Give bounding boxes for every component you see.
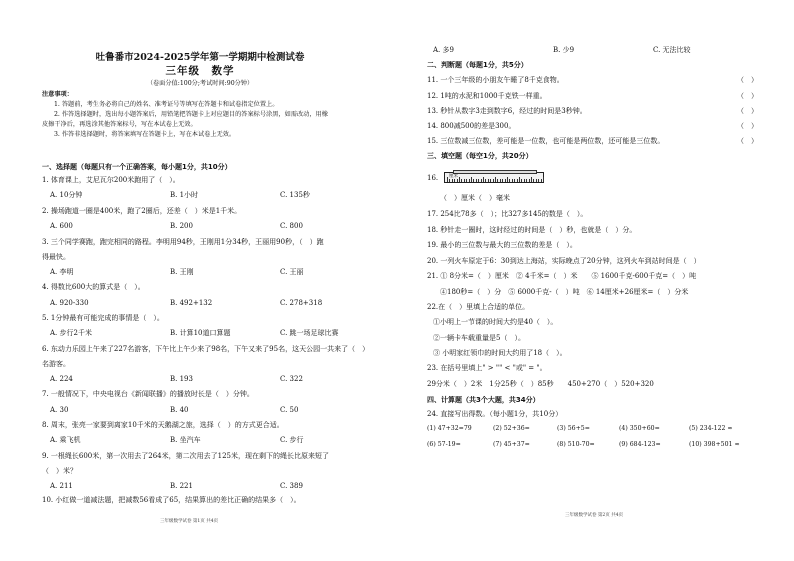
q9-option-a: A. 211 — [50, 482, 73, 490]
ruler-tick — [464, 179, 465, 182]
fill-20: 20. 一列火车原定于6：30到达上海站，实际晚点了20分钟，这列火车到站时间是（ ） — [427, 257, 701, 265]
q6-option-c: C. 322 — [280, 375, 303, 383]
ruler-tick — [493, 179, 494, 182]
score-line: （卷面分值:100分;考试时间:90分钟） — [146, 80, 254, 87]
fill-22-1: ①小明上一节课的时间大约是40（ ）。 — [433, 318, 558, 326]
section-1-heading: 一、选择题（每题只有一个正确答案，每小题1分，共10分） — [42, 163, 232, 171]
q9-option-c: C. 389 — [280, 482, 303, 490]
calc-5: (5) 234-122 ≈ — [689, 425, 733, 432]
ruler-tick — [457, 179, 458, 182]
ruler-tick — [471, 177, 472, 182]
question-3-cont: 得最快。 — [42, 253, 70, 261]
q9-option-b: B. 221 — [170, 482, 193, 490]
q4-option-c: C. 278+318 — [280, 299, 323, 307]
question-10: 10. 小红做一道减法题，把减数56看成了65，结果算出的差比正确的结果多（ ）。 — [42, 496, 301, 504]
ruler-tick — [502, 179, 503, 182]
ruler-tick — [483, 177, 484, 182]
question-8: 8. 周末，张亮一家要到离家10千米的天鹅湖之旅，选择（ ）的方式更合适。 — [42, 421, 284, 429]
ruler-tick — [529, 179, 530, 182]
ruler-tick — [459, 177, 460, 182]
ruler-tick — [488, 179, 489, 182]
ruler-tick — [473, 179, 474, 182]
ruler-tick — [447, 177, 448, 182]
question-5: 5. 1分钟最有可能完成的事情是（ ）。 — [42, 314, 164, 322]
q3-option-b: B. 王刚 — [170, 268, 194, 276]
ruler-tick — [500, 179, 501, 182]
ruler-tick — [531, 177, 532, 182]
fill-19: 19. 最小的三位数与最大的三位数的差是（ ）。 — [427, 241, 577, 249]
ruler-tick — [514, 179, 515, 182]
calc-9: (9) 684-123= — [619, 441, 661, 448]
judge-11-paren: （ ） — [737, 76, 758, 84]
q10-option-b: B. 少9 — [553, 46, 575, 54]
note-2-cont: 皮擦干净后，再选涂其他答案标号，写在本试卷上无效。 — [42, 121, 197, 128]
judge-14-paren: （ ） — [737, 122, 758, 130]
q8-option-c: C. 步行 — [280, 436, 304, 444]
judge-13-paren: （ ） — [737, 107, 758, 115]
judge-14: 14. 800减500的差是300。 — [427, 122, 516, 130]
page-right — [397, 0, 794, 561]
question-3: 3. 三个同学赛跑，跑完相同的路程。李明用94秒，王刚用1分34秒，王丽用90秒，（ ）跑 — [42, 238, 324, 246]
fill-23: 23. 在括号里填上" > "" < "或" = "。 — [427, 364, 547, 372]
calc-24: 24. 直接写出得数。（每小题1分，共10分） — [427, 410, 563, 418]
fill-22: 22.在（ ）里填上合适的单位。 — [427, 303, 530, 311]
exam-title: 吐鲁番市2024-2025学年第一学期期中检测试卷 — [95, 52, 305, 63]
question-4: 4. 得数比600大的算式是（ ）。 — [42, 283, 145, 291]
q3-option-c: C. 王丽 — [280, 268, 304, 276]
q3-option-a: A. 李明 — [50, 268, 74, 276]
q5-option-c: C. 跳一场足球比赛 — [280, 329, 339, 337]
q7-option-c: C. 50 — [280, 406, 299, 414]
judge-11: 11. 一个三年级的小朋友午睡了8千克食物。 — [427, 76, 564, 84]
ruler-tick — [543, 177, 544, 182]
exam-subtitle: 三年级 数学 — [165, 65, 235, 77]
calc-10: (10) 398+501 ≈ — [689, 441, 740, 448]
q4-option-b: B. 492+132 — [170, 299, 213, 307]
note-2: 2. 作答选择题时，选出每小题答案后，用铅笔把答题卡上对应题目的答案标号涂黑，如需改动，用橡 — [54, 111, 328, 118]
ruler-tick — [490, 179, 491, 182]
q7-option-a: A. 30 — [50, 406, 69, 414]
question-9-cont: （ ）米？ — [42, 467, 77, 475]
question-2: 2. 操场跑道一圈是400米，跑了2圈后，还差（ ）米是1千米。 — [42, 207, 242, 215]
q8-option-b: B. 坐汽车 — [170, 436, 201, 444]
q6-option-b: B. 193 — [170, 375, 193, 383]
calc-7: (7) 45+37= — [493, 441, 530, 448]
question-1: 1. 体育课上，艾尼瓦尔200米跑用了（ ）。 — [42, 176, 180, 184]
q7-option-b: B. 40 — [170, 406, 189, 414]
fill-22-3: ③ 小明家红领巾的时间大约用了18（ ）。 — [433, 349, 567, 357]
ruler-tick — [533, 179, 534, 182]
judge-15: 15. 三位数减三位数，差可能是一位数，也可能是两位数，还可能是三位数。 — [427, 137, 665, 145]
q4-option-a: A. 920-330 — [50, 299, 89, 307]
judge-12-paren: （ ） — [737, 92, 758, 100]
ruler-tick — [481, 179, 482, 182]
fill-21-row2: ④180秒=（ ）分 ⑤ 6000千克-（ ）吨 ⑥ 14厘米+26厘米=（ ）分米 — [440, 288, 689, 296]
q5-option-b: B. 计算10道口算题 — [170, 329, 231, 337]
judge-12: 12. 1吨的水泥和1000千克铁一样重。 — [427, 92, 547, 100]
q1-option-b: B. 1小时 — [170, 191, 199, 199]
q1-option-c: C. 135秒 — [280, 191, 310, 199]
question-6: 6. 东动力乐园上午来了227名游客，下午比上午少来了98名，下午又来了95名，这天公园一共来了（ ） — [42, 345, 370, 353]
ruler-tick — [541, 179, 542, 182]
note-3: 3. 作答非选择题时，将答案填写在答题卡上，写在本试卷上无效。 — [54, 131, 236, 138]
ruler-tick — [454, 179, 455, 182]
calc-6: (6) 57-19= — [427, 441, 461, 448]
ruler-tick — [466, 179, 467, 182]
calc-3: (3) 56+5= — [557, 425, 590, 432]
question-9: 9. 一根绳长600米，第一次用去了264米，第二次用去了125米，现在剩下的绳长比原来短了 — [42, 452, 329, 460]
ruler-tick — [485, 179, 486, 182]
question-7: 7. 一般情况下，中央电视台《新闻联播》的播放时长是（ ）分钟。 — [42, 390, 254, 398]
ruler-tick — [449, 179, 450, 182]
q6-option-a: A. 224 — [50, 375, 73, 383]
ruler-unit-label: 厘米 — [449, 174, 458, 179]
page-footer-left: 三年级数学试卷 第1页 共4页 — [160, 519, 219, 524]
fill-16-label: 16. — [427, 174, 439, 182]
question-6-cont: 名游客。 — [42, 360, 70, 368]
calc-2: (2) 52+36= — [493, 425, 530, 432]
ruler-figure — [444, 172, 544, 183]
ruler-tick — [524, 179, 525, 182]
section-2-heading: 二、判断题（每题1分，共5分） — [427, 61, 528, 69]
q10-option-c: C. 无法比较 — [653, 46, 691, 54]
ruler-tick — [538, 179, 539, 182]
pencil-figure — [453, 170, 537, 174]
ruler-tick — [512, 179, 513, 182]
ruler-tick — [536, 179, 537, 182]
judge-13: 13. 秒针从数字3走到数字6，经过的时间是3秒钟。 — [427, 107, 587, 115]
ruler-tick — [461, 179, 462, 182]
page-footer-right: 三年级数学试卷 第2页 共4页 — [565, 513, 624, 518]
fill-17: 17. 254比78多（ ）；比327多145的数是（ ）。 — [427, 210, 588, 218]
ruler-tick — [497, 179, 498, 182]
ruler-tick — [495, 177, 496, 182]
q8-option-a: A. 乘飞机 — [50, 436, 81, 444]
q10-option-a: A. 多9 — [433, 46, 454, 54]
ruler-tick — [526, 179, 527, 182]
fill-22-2: ②一辆卡车载重量是5（ ）。 — [433, 334, 525, 342]
calc-4: (4) 350+60= — [619, 425, 660, 432]
q1-option-a: A. 10分钟 — [50, 191, 83, 199]
fill-18: 18. 秒针走一圈时，这时经过的时间是（ ）秒，也就是（ ）分。 — [427, 226, 637, 234]
section-3-heading: 三、填空题（每空1分，共20分） — [427, 152, 533, 160]
q2-option-c: C. 800 — [280, 222, 303, 230]
q2-option-b: B. 200 — [170, 222, 193, 230]
note-1: 1. 答题前，考生务必将自己的姓名、准考证号等填写在答题卡和试卷指定位置上。 — [54, 101, 279, 108]
ruler-tick — [517, 179, 518, 182]
ruler-tick — [469, 179, 470, 182]
ruler-tick — [509, 179, 510, 182]
notes-heading: 注意事项： — [42, 91, 73, 98]
fill-21-row1: 21. ① 8分米=（ ）厘米 ② 4千米=（ ）米 ⑤ 1600千克-600千克=（ ）吨 — [427, 272, 697, 280]
ruler-tick — [505, 179, 506, 182]
judge-15-paren: （ ） — [737, 137, 758, 145]
calc-1: (1) 47+32=79 — [427, 425, 472, 432]
ruler-tick — [478, 179, 479, 182]
q2-option-a: A. 600 — [50, 222, 73, 230]
ruler-tick — [452, 179, 453, 182]
ruler-tick — [521, 179, 522, 182]
section-4-heading: 四、计算题（共3个大题，共34分） — [427, 396, 540, 404]
ruler-tick — [507, 177, 508, 182]
calc-8: (8) 510-70= — [557, 441, 595, 448]
ruler-tick — [476, 179, 477, 182]
fill-23-items: 29分米（ ）2米 1分25秒（ ）85秒 450+270（ ）520+320 — [427, 380, 654, 388]
q5-option-a: A. 步行2千米 — [50, 329, 92, 337]
fill-16-answer: （ ）厘米（ ）毫米 — [440, 194, 510, 202]
ruler-tick — [519, 177, 520, 182]
